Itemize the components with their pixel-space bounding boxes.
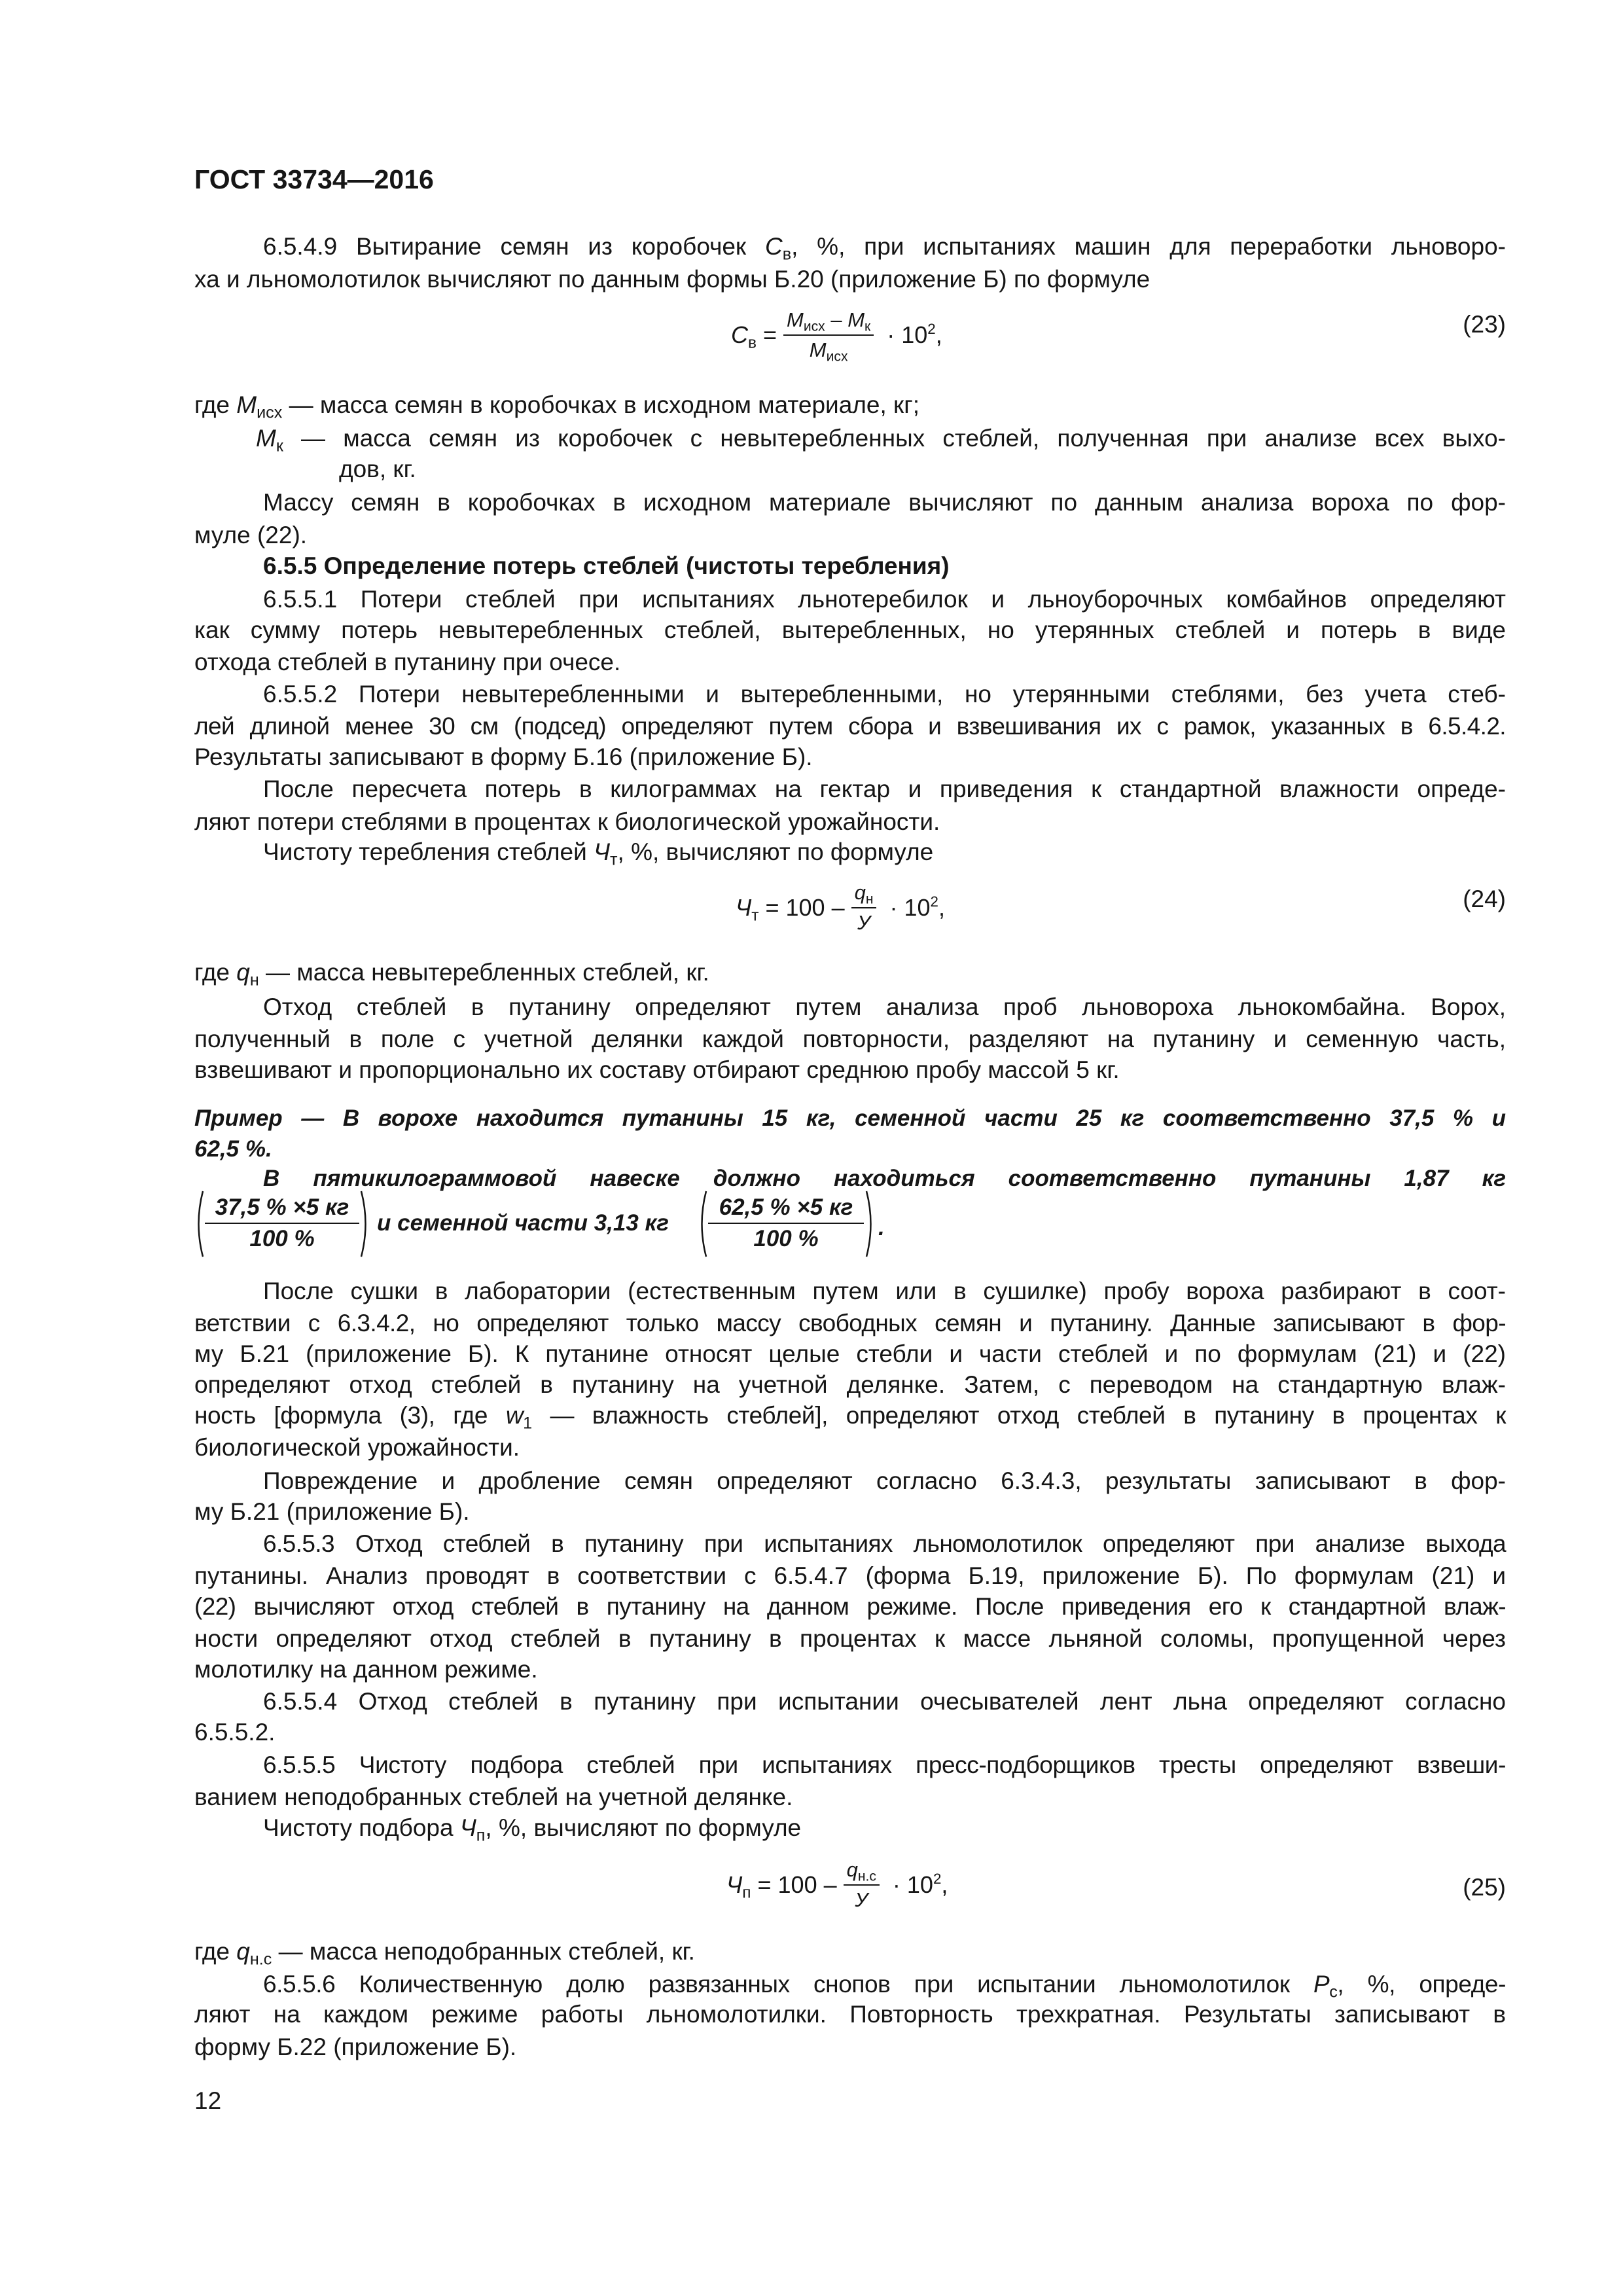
formula-tail	[883, 894, 944, 922]
variable: w	[505, 1402, 524, 1429]
variable: М	[847, 308, 865, 331]
fraction	[783, 306, 874, 365]
variable: С	[731, 321, 748, 348]
numerator	[844, 1856, 880, 1886]
subscript: н	[249, 971, 259, 990]
variable: М	[236, 391, 257, 418]
text: 6.5.4.9 Вытирание семян из коробочек	[263, 233, 765, 260]
text: , %, при испытаниях машин для переработки льноворо-	[791, 233, 1506, 260]
paragraph-line: молотилку на данном режиме.	[194, 1656, 538, 1683]
equation-number: (24)	[1463, 886, 1506, 912]
superscript: 2	[927, 321, 936, 338]
variable: М	[256, 425, 276, 452]
text: — масса невытеребленных стеблей, кг.	[259, 959, 709, 986]
paragraph-line	[194, 1936, 1506, 1967]
text: где	[194, 1938, 237, 1965]
text: 6.5.5.6 Количественную долю развязанных снопов при испытании льномолотилок	[263, 1971, 1313, 1998]
example-line: Пример — В ворохе находится путанины 15 кг, семенной части 25 кг соответственно 37,5 % и	[194, 1105, 1506, 1131]
text: · 10	[883, 894, 931, 921]
variable: q	[236, 1938, 250, 1965]
text: ,	[941, 1871, 948, 1898]
text: — влажность стеблей], определяют отход стеблей в путанину в процентах к	[531, 1402, 1506, 1429]
paragraph-line: 6.5.5.4 Отход стеблей в путанину при испытании очесывателей лент льна определяют согласно	[263, 1688, 1506, 1715]
paragraph-line: лей длиной менее 30 см (подсед) определяют путем сбора и взвешивания их с рамок, указанных в 6.5.4.2.	[194, 713, 1506, 740]
superscript: 2	[933, 1871, 942, 1888]
document-header: ГОСТ 33734—2016	[194, 164, 434, 194]
paragraph-line: Результаты записывают в форму Б.16 (приложение Б).	[194, 744, 813, 770]
variable: Ч	[736, 894, 752, 921]
text: , %, вычисляют по формуле	[485, 1814, 802, 1841]
text: Чистоту теребления стеблей	[263, 838, 594, 865]
numerator	[783, 306, 874, 336]
variable: Ч	[459, 1814, 476, 1841]
denominator	[851, 1886, 871, 1914]
paragraph-line: му Б.21 (приложение Б).	[194, 1498, 470, 1525]
formula-lhs	[731, 321, 757, 352]
formula-lhs	[726, 1871, 751, 1902]
text: — масса семян в коробочках в исходном материале, кг;	[282, 391, 919, 418]
text: ,	[938, 894, 945, 921]
subscript: т	[751, 906, 759, 925]
subscript: в	[748, 334, 757, 352]
formula-lhs	[736, 894, 759, 925]
example-text: и семенной части 3,13 кг	[377, 1210, 669, 1236]
paragraph-line	[263, 836, 1506, 868]
text: ность [формула (3), где	[194, 1402, 506, 1429]
paragraph-line: После сушки в лаборатории (естественным путем или в сушилке) пробу вороха разбирают в соот-	[263, 1278, 1506, 1304]
example-fraction-2	[708, 1193, 864, 1254]
subscript: исх	[803, 319, 825, 334]
denominator	[854, 908, 874, 937]
subscript: п	[476, 1826, 486, 1845]
paragraph-line: ляют на каждом режиме работы льномолотилки. Повторность трехкратная. Результаты записывают в	[194, 2001, 1506, 2028]
denominator: 100 %	[753, 1226, 819, 1251]
subscript: 1	[523, 1414, 532, 1433]
paragraph-line: отхода стеблей в путанину при очесе.	[194, 649, 621, 675]
section-heading: 6.5.5 Определение потерь стеблей (чистоты теребления)	[263, 552, 950, 579]
formula-operator: = 100 –	[758, 894, 845, 921]
formula-25	[726, 1852, 948, 1918]
denominator: 100 %	[249, 1226, 315, 1251]
paragraph-line: ванием неподобранных стеблей на учетной делянке.	[194, 1784, 793, 1810]
numerator: 37,5 % ×5 кг	[205, 1193, 359, 1224]
text: — масса семян из коробочек с невытеребленных стеблей, полученная при анализе всех выхо-	[283, 425, 1506, 452]
variable: Р	[1313, 1971, 1330, 1998]
example-period: .	[878, 1215, 885, 1240]
formula-23	[731, 302, 942, 368]
paragraph-line: ности определяют отход стеблей в путанину в процентах к массе льняной соломы, пропущенной через	[194, 1625, 1506, 1652]
example-line: В пятикилограммовой навеске должно находиться соответственно путанины 1,87 кг	[263, 1166, 1506, 1191]
numerator	[851, 878, 877, 908]
paragraph-line: биологической урожайности.	[194, 1434, 520, 1461]
example-fraction-1	[205, 1193, 359, 1254]
subscript: н.с	[857, 1869, 876, 1884]
variable: q	[236, 959, 250, 986]
text: — масса неподобранных стеблей, кг.	[272, 1938, 695, 1965]
text: ,	[935, 321, 942, 348]
paragraph-line	[256, 423, 1506, 454]
formula-operator: = 100 –	[751, 1871, 837, 1898]
paragraph-line	[263, 231, 1506, 262]
formula-tail	[880, 321, 942, 349]
paragraph-line: полученный в поле с учетной делянки каждой повторности, разделяют на путанину и семенную часть,	[194, 1026, 1506, 1052]
paragraph-line: Повреждение и дробление семян определяют согласно 6.3.4.3, результаты записывают в фор-	[263, 1467, 1506, 1494]
numerator: 62,5 % ×5 кг	[708, 1193, 864, 1224]
paragraph-line: ха и льномолотилок вычисляют по данным формы Б.20 (приложение Б) по формуле	[194, 266, 1150, 293]
variable: У	[855, 1888, 868, 1911]
right-parenthesis	[865, 1190, 876, 1258]
paragraph-line: взвешивают и пропорционально их составу отбирают среднюю пробу массой 5 кг.	[194, 1056, 1120, 1083]
subscript: н.с	[249, 1950, 272, 1969]
subscript: в	[782, 245, 792, 264]
formula-tail	[886, 1871, 948, 1899]
subscript: с	[1329, 1982, 1338, 2001]
paragraph-line: путанины. Анализ проводят в соответствии с 6.5.4.7 (форма Б.19, приложение Б). По формулам (21) и	[194, 1562, 1506, 1589]
subscript: п	[742, 1884, 751, 1902]
text: Чистоту подбора	[263, 1814, 460, 1841]
paragraph-line: му Б.21 (приложение Б). К путанине относят целые стебли и части стеблей и по формулам (21) и (22)	[194, 1340, 1506, 1367]
fraction	[851, 878, 877, 937]
paragraph-line	[194, 957, 1506, 988]
paragraph-line	[194, 389, 1506, 421]
superscript: 2	[930, 893, 938, 910]
paragraph-line: После пересчета потерь в килограммах на гектар и приведения к стандартной влажности опреде-	[263, 776, 1506, 802]
variable: М	[787, 308, 804, 331]
right-parenthesis	[360, 1190, 370, 1258]
left-parenthesis	[697, 1190, 707, 1258]
paragraph-line: форму Б.22 (приложение Б).	[194, 2034, 517, 2060]
fraction	[844, 1856, 880, 1914]
text: , %, опреде-	[1337, 1971, 1506, 1998]
equation-number: (23)	[1463, 311, 1506, 338]
variable: С	[764, 233, 783, 260]
variable: Ч	[726, 1871, 743, 1898]
formula-24	[736, 875, 945, 941]
subscript: к	[865, 319, 871, 334]
subscript: исх	[257, 403, 283, 422]
paragraph-line: ляют потери стеблями в процентах к биологической урожайности.	[194, 808, 940, 835]
text: где	[194, 391, 237, 418]
variable: q	[846, 1858, 858, 1881]
left-parenthesis	[194, 1190, 204, 1258]
paragraph-line: дов, кг.	[339, 456, 416, 482]
page-number: 12	[194, 2087, 222, 2114]
text: · 10	[885, 1871, 933, 1898]
equation-number: (25)	[1463, 1874, 1506, 1901]
paragraph-line	[263, 1812, 1506, 1844]
variable: У	[857, 911, 870, 934]
paragraph-line: Массу семян в коробочках в исходном материале вычисляют по данным анализа вороха по фор-	[263, 489, 1506, 516]
paragraph-line: 6.5.5.1 Потери стеблей при испытаниях льнотеребилок и льноуборочных комбайнов определяют	[263, 586, 1506, 613]
text: где	[194, 959, 237, 986]
paragraph-line: 6.5.5.2 Потери невытеребленными и вытеребленными, но утерянными стеблями, без учета стеб-	[263, 681, 1506, 708]
paragraph-line: муле (22).	[194, 522, 308, 548]
text: · 10	[880, 321, 928, 348]
subscript: исх	[826, 349, 848, 365]
text: , %, вычисляют по формуле	[617, 838, 934, 865]
paragraph-line: определяют отход стеблей в путанину на учетной делянке. Затем, с переводом на стандартную влаж-	[194, 1371, 1506, 1398]
paragraph-line: ветствии с 6.3.4.2, но определяют только массу свободных семян и путанину. Данные записывают в фор-	[194, 1310, 1506, 1336]
paragraph-line: 6.5.5.3 Отход стеблей в путанину при испытаниях льномолотилок определяют при анализе выхода	[263, 1530, 1506, 1557]
paragraph-line: 6.5.5.5 Чистоту подбора стеблей при испытаниях пресс-подборщиков тресты определяют взвеши-	[263, 1751, 1506, 1778]
minus-sign: –	[825, 308, 848, 331]
variable: Ч	[594, 838, 610, 865]
subscript: т	[610, 850, 618, 869]
variable: q	[854, 881, 866, 904]
variable: М	[809, 338, 827, 361]
formula-operator: =	[757, 321, 777, 348]
paragraph-line	[263, 1969, 1506, 2000]
paragraph-line: 6.5.5.2.	[194, 1719, 276, 1746]
example-line: 62,5 %.	[194, 1136, 272, 1162]
subscript: к	[276, 437, 283, 456]
paragraph-line: как сумму потерь невытеребленных стеблей, вытеребленных, но утерянных стеблей и потерь в виде	[194, 617, 1506, 643]
paragraph-line: (22) вычисляют отход стеблей в путанину на данном режиме. После приведения его к стандартной влаж-	[194, 1593, 1506, 1620]
subscript: н	[865, 891, 874, 907]
paragraph-line: Отход стеблей в путанину определяют путем анализа проб льновороха льнокомбайна. Ворох,	[263, 994, 1506, 1020]
denominator	[806, 336, 851, 365]
paragraph-line	[194, 1400, 1506, 1431]
